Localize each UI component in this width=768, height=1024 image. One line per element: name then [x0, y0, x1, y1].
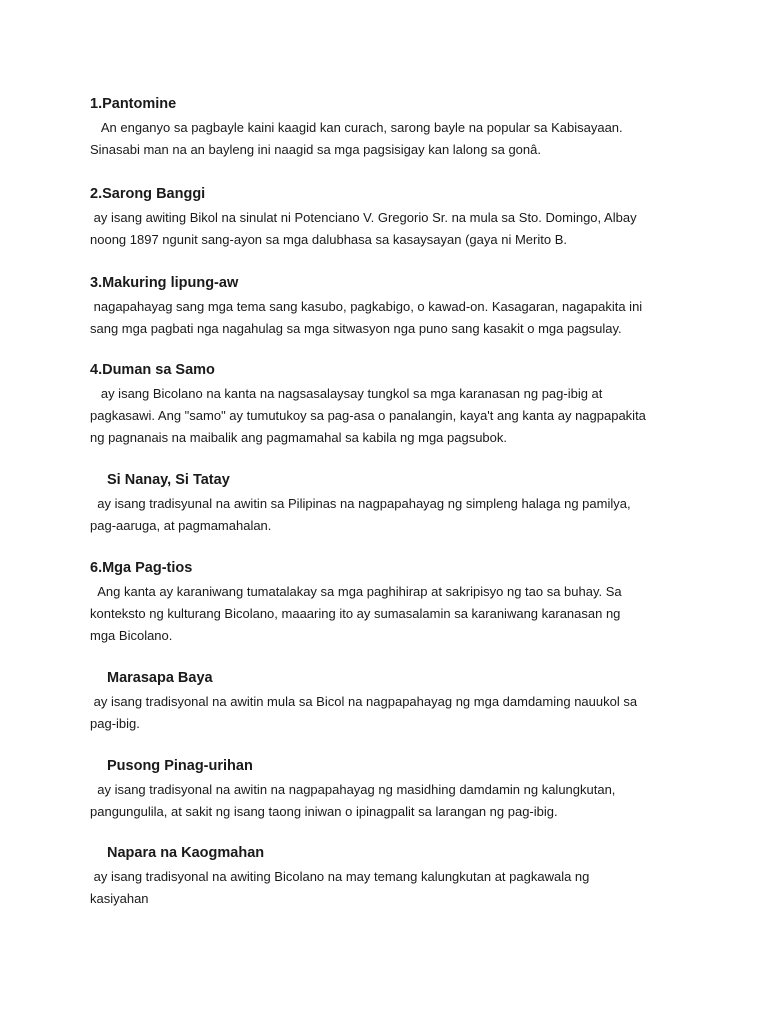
section-mga-pag-tios — [90, 558, 690, 647]
section-pantomine — [90, 94, 690, 161]
section-heading: Pusong Pinag-urihan — [107, 758, 253, 774]
section-body: ay isang tradisyunal na awitin sa Pilipinas na nagpapahayag ng simpleng halaga ng pamilya, pag-aaruga, at pagmamahalan. — [90, 496, 631, 533]
section-heading: Si Nanay, Si Tatay — [107, 472, 230, 488]
section-heading: 6.Mga Pag-tios — [90, 560, 193, 576]
section-body: ay isang tradisyonal na awiting Bicolano na may temang kalungkutan at pagkawala ng kasiyahan — [90, 869, 590, 906]
section-marasapa-baya — [90, 668, 690, 735]
section-body: ay isang tradisyonal na awitin na nagpapahayag ng masidhing damdamin ng kalungkutan, pangungulila, at sakit ng isang taong iniwan o ipinagpalit sa larangan ng pag-ibig. — [90, 782, 616, 819]
section-body: nagapahayag sang mga tema sang kasubo, pagkabigo, o kawad-on. Kasagaran, nagapakita ini sang mga pagbati nga nagahulag sa mga sitwasyon nga puno sang kasakit o mga pagsulay. — [90, 299, 643, 336]
section-sarong-banggi — [90, 184, 690, 251]
section-body: Ang kanta ay karaniwang tumatalakay sa mga paghihirap at sakripisyo ng tao sa buhay. Sa konteksto ng kulturang Bicolano, maaaring ito ay sumasalamin sa karaniwang karanasan ng mga Bicolano. — [90, 584, 622, 643]
section-heading: 3.Makuring lipung-aw — [90, 275, 239, 291]
section-heading: Marasapa Baya — [107, 670, 213, 686]
section-body: ay isang Bicolano na kanta na nagsasalaysay tungkol sa mga karanasan ng pag-ibig at pagkasawi. Ang "samo" ay tumutukoy sa pag-asa o panalangin, kaya't ang kanta ay nagpapakita ng pagnanais na maibalik ang pagmamahal sa kabila ng mga pagsubok. — [90, 386, 646, 445]
section-body: ay isang tradisyonal na awitin mula sa Bicol na nagpapahayag ng mga damdaming nauukol sa pag-ibig. — [90, 694, 638, 731]
section-body: An enganyo sa pagbayle kaini kaagid kan curach, sarong bayle na popular sa Kabisayaan. Sinasabi man na an bayleng ini naagid sa mga pagsisigay kan lalong sa gonâ. — [90, 120, 623, 157]
section-pusong-pinag-urihan — [90, 756, 690, 823]
section-makuring-lipung-aw — [90, 273, 690, 340]
section-body: ay isang awiting Bikol na sinulat ni Potenciano V. Gregorio Sr. na mula sa Sto. Domingo, Albay noong 1897 ngunit sang-ayon sa mga dalubhasa sa kasaysayan (gaya ni Merito B. — [90, 210, 637, 247]
section-heading: 1.Pantomine — [90, 96, 177, 112]
section-heading: Napara na Kaogmahan — [107, 845, 265, 861]
section-heading: 4.Duman sa Samo — [90, 362, 215, 378]
section-napara-na-kaogmahan — [90, 843, 690, 910]
section-duman-sa-samo — [90, 360, 690, 449]
section-si-nanay-si-tatay — [90, 470, 690, 537]
section-heading: 2.Sarong Banggi — [90, 186, 206, 202]
